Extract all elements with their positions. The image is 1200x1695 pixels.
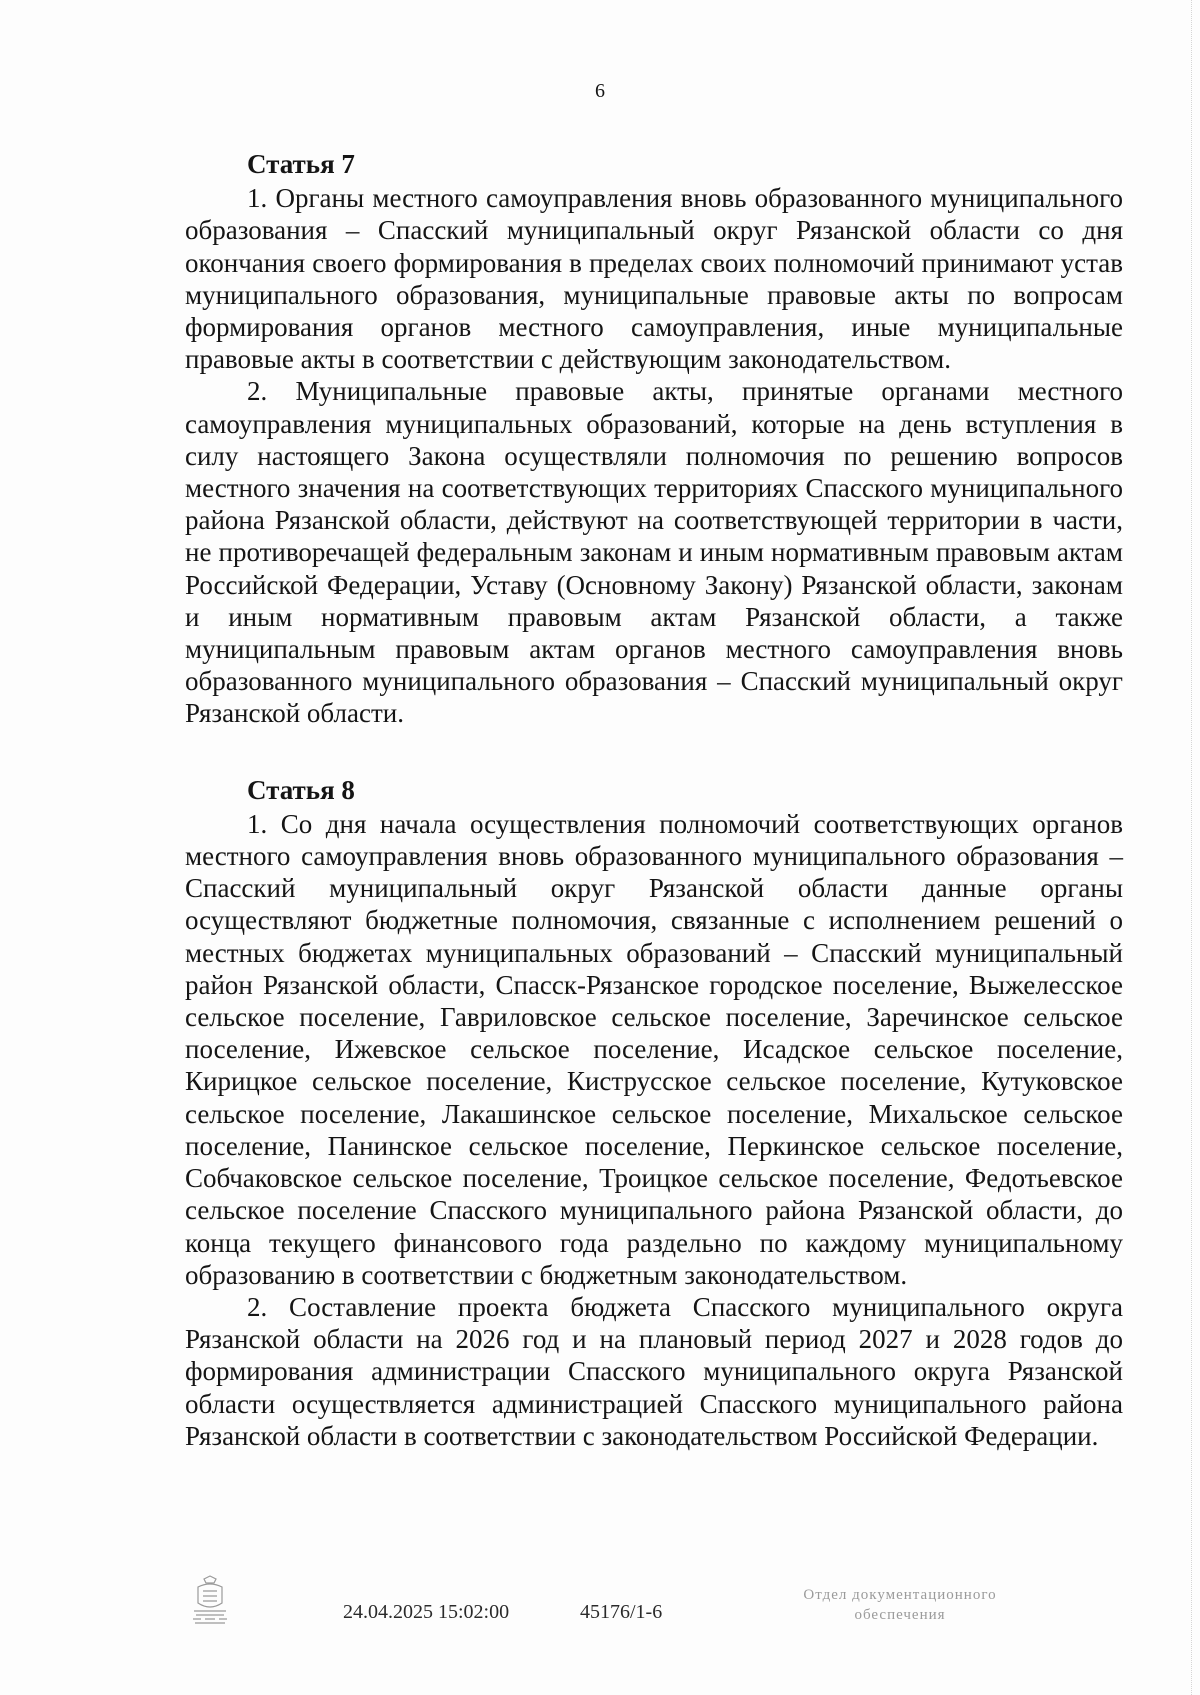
- department-line: обеспечения: [854, 1607, 946, 1623]
- article-paragraph: 2. Муниципальные правовые акты, принятые органами местного самоуправления муниципальных образований, которые на день вступления в силу настоящего Закона осуществляли полномочия по решению вопросов местного значения на соответствующих территориях Спасского муниципального района Рязанской области, действуют на соответствующей территории в части, не противоречащей федеральным законам и иным нормативным правовым актам Российской Федерации, Уставу (Основному Закону) Рязанской области, законам и иным нормативным правовым актам Рязанской области, а также муниципальным правовым актам органов местного самоуправления вновь образованного муниципального образования – Спасский муниципальный округ Рязанской области.: [185, 376, 1123, 729]
- article-paragraph: 2. Составление проекта бюджета Спасского муниципального округа Рязанской области на 2026 год и на плановый период 2027 и 2028 годов до формирования администрации Спасского муниципального округа Рязанской области осуществляется администрацией Спасского муниципального района Рязанской области в соответствии с законодательством Российской Федерации.: [185, 1291, 1123, 1451]
- article-8: [185, 774, 1123, 1452]
- scan-edge-line: [1190, 0, 1192, 1695]
- coat-of-arms-icon: [189, 1575, 231, 1625]
- department-line: Отдел документационного: [803, 1587, 997, 1603]
- article-paragraph: 1. Органы местного самоуправления вновь образованного муниципального образования – Спасский муниципальный округ Рязанской области со дня окончания своего формирования в пределах своих полномочий принимают устав муниципального образования, муниципальные правовые акты по вопросам формирования органов местного самоуправления, иные муниципальные правовые акты в соответствии с действующим законодательством.: [185, 183, 1123, 375]
- article-heading: Статья 7: [247, 149, 355, 179]
- page-number: 6: [595, 80, 605, 102]
- article-paragraph: 1. Со дня начала осуществления полномочий соответствующих органов местного самоуправления вновь образованного муниципального образования – Спасский муниципальный округ Рязанской области данные органы осуществляют бюджетные полномочия, связанные с исполнением решений о местных бюджетах муниципальных образований – Спасский муниципальный район Рязанской области, Спасск-Рязанское городское поселение, Выжелесское сельское поселение, Гавриловское сельское поселение, Заречинское сельское поселение, Ижевское сельское поселение, Исадское сельское поселение, Кирицкое сельское поселение, Киструсское сельское поселение, Кутуковское сельское поселение, Лакашинское сельское поселение, Михальское сельское поселение, Панинское сельское поселение, Перкинское сельское поселение, Собчаковское сельское поселение, Троицкое сельское поселение, Федотьевское сельское поселение Спасского муниципального района Рязанской области, до конца текущего финансового года раздельно по каждому муниципальному образованию в соответствии с бюджетным законодательством.: [185, 808, 1123, 1290]
- article-7: [185, 148, 1123, 730]
- department-stamp: [740, 1585, 1060, 1625]
- article-spacer: [185, 730, 1123, 774]
- document-body: [185, 148, 1123, 1452]
- page-footer: [0, 1575, 1200, 1655]
- footer-date: 24.04.2025 15:02:00: [343, 1601, 510, 1623]
- footer-doc-number: 45176/1-6: [580, 1601, 663, 1623]
- article-heading: Статья 8: [247, 774, 355, 805]
